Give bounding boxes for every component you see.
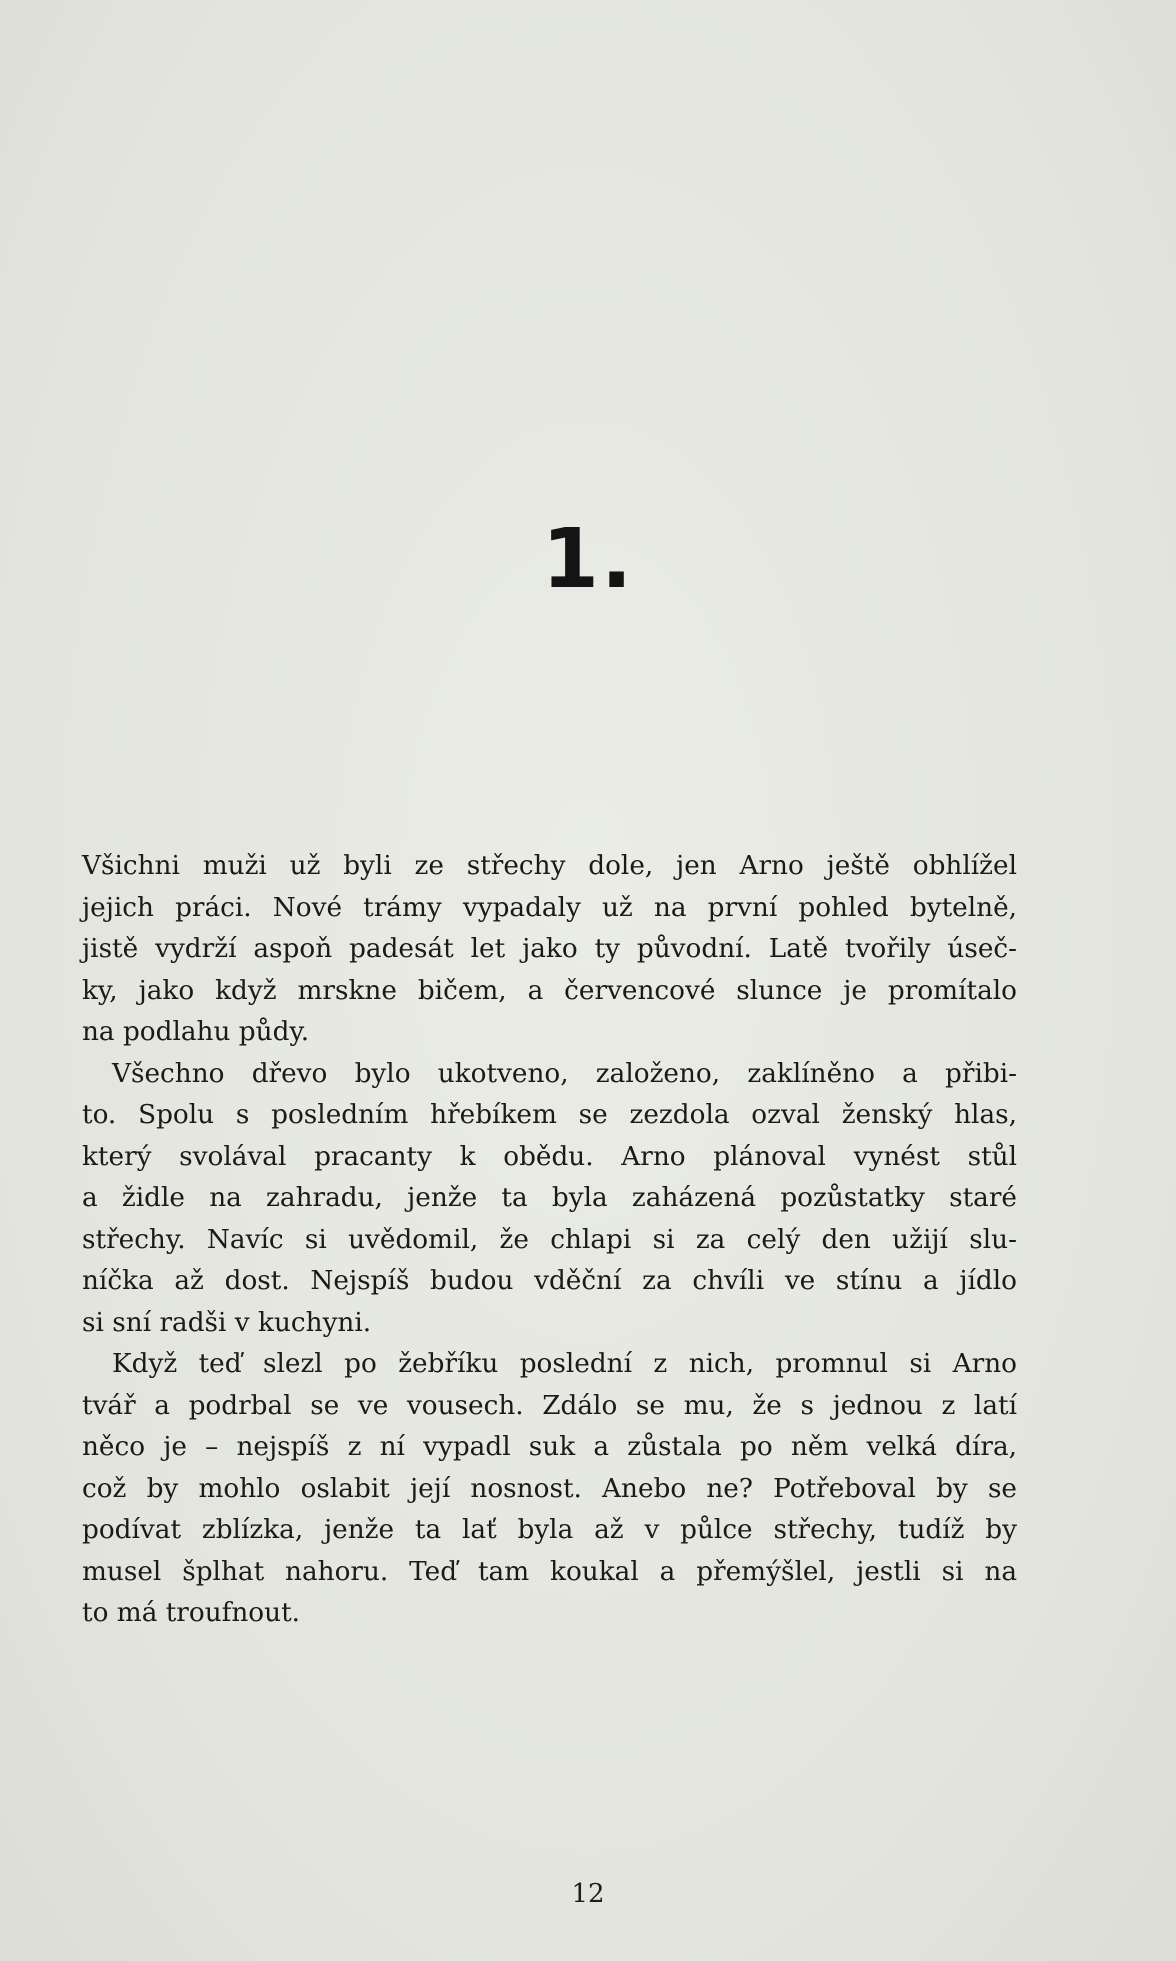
text-line: na podlahu půdy. [82, 1017, 310, 1047]
text-line: tvář a podrbal se ve vousech. Zdálo se mu, že s jednou z latí [82, 1390, 1017, 1421]
text-line: to. Spolu s posledním hřebíkem se zezdola ozval ženský hlas, [82, 1100, 1017, 1130]
text-line: to má troufnout. [82, 1598, 301, 1628]
text-line: níčka až dost. Nejspíš budou vděční za chvíli ve stínu a jídlo [82, 1266, 1017, 1296]
text-line: jejich práci. Nové trámy vypadaly už na první pohled bytelně, [82, 892, 1017, 923]
chapter-number: 1. [541, 512, 635, 607]
chapter-body [82, 846, 1017, 1635]
page-number: 12 [571, 1879, 605, 1909]
text-line: musel šplhat nahoru. Teď tam koukal a přemýšlel, jestli si na [82, 1556, 1017, 1587]
text-line: střechy. Navíc si uvědomil, že chlapi si za celý den užijí slu- [82, 1224, 1017, 1255]
text-line: Když teď slezl po žebříku poslední z nich, promnul si Arno [112, 1349, 1017, 1379]
paragraph-2 [82, 1054, 1017, 1345]
text-line: což by mohlo oslabit její nosnost. Anebo ne? Potřeboval by se [82, 1473, 1017, 1504]
text-line: Všechno dřevo bylo ukotveno, založeno, zaklíněno a přibi- [112, 1058, 1017, 1089]
text-line: podívat zblízka, jenže ta lať byla až v půlce střechy, tudíž by [82, 1515, 1017, 1545]
text-line: který svolával pracanty k obědu. Arno plánoval vynést stůl [82, 1141, 1017, 1172]
paragraph-3 [82, 1344, 1017, 1635]
text-line: něco je – nejspíš z ní vypadl suk a zůstala po něm velká díra, [82, 1432, 1017, 1462]
text-line: ky, jako když mrskne bičem, a červencové slunce je promítalo [82, 975, 1017, 1006]
text-line: a židle na zahradu, jenže ta byla zaházená pozůstatky staré [82, 1183, 1017, 1213]
paragraph-1 [82, 846, 1017, 1054]
text-line: si sní radši v kuchyni. [82, 1307, 372, 1338]
text-line: jistě vydrží aspoň padesát let jako ty původní. Latě tvořily úseč- [82, 934, 1017, 964]
text-line: Všichni muži už byli ze střechy dole, jen Arno ještě obhlížel [82, 851, 1017, 881]
